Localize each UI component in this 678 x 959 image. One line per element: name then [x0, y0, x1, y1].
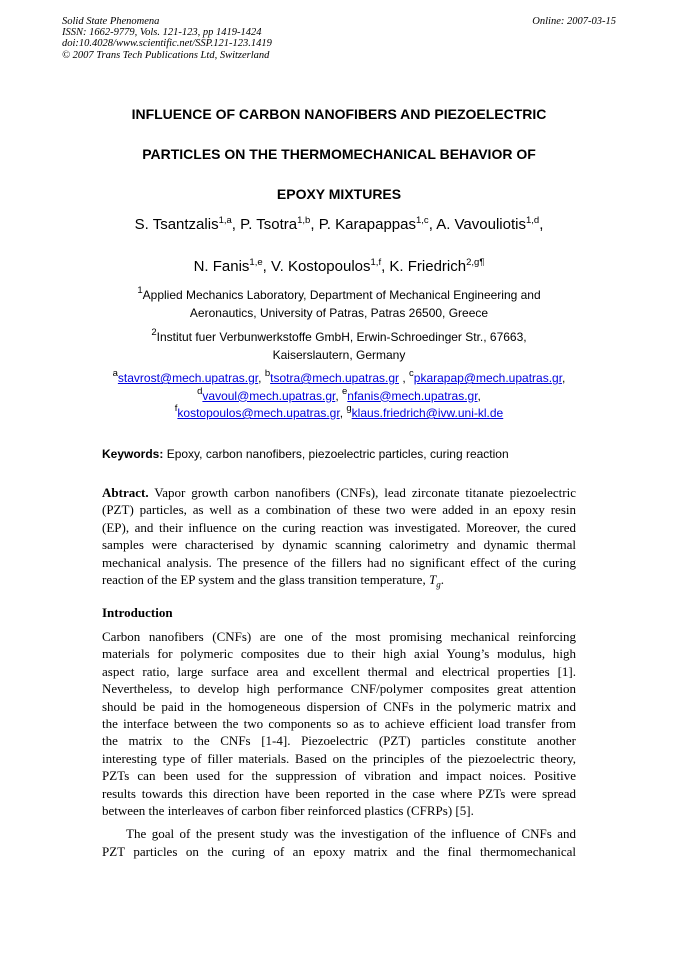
author-separator: ,	[539, 216, 544, 233]
affiliation-line: Kaiserslautern, Germany	[272, 348, 406, 362]
author-separator: ,	[310, 216, 319, 233]
email-line	[90, 405, 588, 423]
email-mark: f	[174, 403, 178, 414]
paragraph-line: PZTs can been used for the suppression of vibration and impact noices. Positive	[102, 768, 576, 784]
journal-doi: doi:10.4028/www.scientific.net/SSP.121-123.1419	[62, 38, 272, 50]
affiliation-line	[90, 328, 588, 346]
abstract-text: Vapor growth carbon nanofibers (CNFs), lead zirconate titanate piezoelectric	[148, 485, 576, 500]
paragraph-line: between the interleaves of carbon fiber reinforced plastics (CFRPs) [5].	[102, 803, 474, 819]
email-line	[90, 370, 588, 388]
author-name: S. Tsantzalis	[134, 216, 219, 233]
paragraph-line: the interface between the two components so as to achieve efficient load transfer from	[102, 716, 576, 732]
keywords	[102, 446, 580, 462]
email-mark: c	[409, 368, 414, 379]
abstract-line	[102, 571, 576, 594]
email-mark: a	[112, 368, 118, 379]
paragraph-line: should be paid in the homogeneous dispersion of CNFs in the polymeric matrix and	[102, 698, 576, 714]
paragraph-line: interesting type of filler materials. Based on the principles of the piezoelectric theory,	[102, 750, 576, 766]
affiliation-1	[90, 286, 588, 322]
journal-issn: ISSN: 1662-9779, Vols. 121-123, pp 1419-1424	[62, 27, 262, 39]
paper-title	[96, 94, 582, 214]
abstract-text: reaction of the EP system and the glass transition temperature,	[102, 572, 429, 588]
email-link[interactable]: vavoul@mech.upatras.gr	[202, 388, 336, 403]
affiliation-2	[90, 328, 588, 364]
paragraph-line: Carbon nanofibers (CNFs) are one of the most promising mechanical reinforcing	[102, 629, 576, 644]
author-list	[90, 204, 588, 288]
email-separator: ,	[477, 388, 481, 403]
author-separator: ,	[428, 216, 437, 233]
email-link[interactable]: klaus.friedrich@ivw.uni-kl.de	[351, 406, 504, 420]
tg-subscript: g	[436, 579, 441, 590]
affiliation-mark: 1	[137, 285, 143, 296]
email-link[interactable]: stavrost@mech.upatras.gr	[117, 371, 259, 385]
paragraph-line: results towards this direction have been reported in the case where PZTs were spread	[102, 785, 576, 801]
paragraph-line: aspect ratio, large surface area and excellent thermal and electrical properties [1].	[102, 663, 576, 679]
author-separator: ,	[381, 258, 390, 275]
paragraph	[102, 825, 576, 860]
email-link[interactable]: pkarapap@mech.upatras.gr	[413, 371, 563, 385]
email-line	[90, 385, 588, 406]
email-link[interactable]: nfanis@mech.upatras.gr	[347, 388, 478, 403]
abstract-line: (PZT) particles, as well as a combination of these two were added in an epoxy resin	[102, 502, 576, 518]
author-name: K. Friedrich	[389, 258, 467, 275]
author-separator: ,	[262, 258, 271, 275]
online-date: Online: 2007-03-15	[532, 16, 616, 27]
introduction-body	[102, 628, 576, 860]
paragraph	[102, 628, 576, 819]
email-mark: d	[197, 385, 203, 397]
keywords-text: Epoxy, carbon nanofibers, piezoelectric particles, curing reaction	[163, 447, 509, 461]
email-separator: ,	[399, 371, 410, 385]
author-name: V. Kostopoulos	[270, 258, 371, 275]
paragraph-line: Nevertheless, to develop high performance CNF/polymer composites great attention	[102, 681, 576, 697]
tg-symbol: T	[428, 572, 437, 588]
abstract-line	[102, 484, 576, 501]
journal-copyright: © 2007 Trans Tech Publications Ltd, Switzerland	[62, 49, 270, 61]
author-affiliation-mark: 1,e	[249, 257, 263, 268]
authors-line	[90, 204, 588, 246]
author-separator: ,	[231, 216, 241, 233]
journal-header	[62, 16, 272, 61]
author-affiliation-mark: 1,d	[525, 215, 540, 226]
email-link[interactable]: tsotra@mech.upatras.gr	[270, 371, 400, 385]
abstract	[102, 484, 576, 594]
affiliation-text: Institut fuer Verbunwerkstoffe GmbH, Erwin-Schroedinger Str., 67663,	[156, 330, 527, 344]
email-separator: ,	[258, 371, 265, 385]
journal-name: Solid State Phenomena	[62, 16, 160, 27]
paragraph-line: The goal of the present study was the investigation of the influence of CNFs and	[126, 826, 576, 842]
abstract-line: (EP), and their influence on the curing reaction was investigated. Moreover, the cured	[102, 519, 576, 535]
paragraph-line: the matrix to the CNFs [1-4]. Piezoelectric (PZT) particles constitute another	[102, 733, 576, 749]
affiliation-text: Applied Mechanics Laboratory, Department of Mechanical Engineering and	[142, 288, 541, 302]
authors-line	[90, 246, 588, 288]
author-name: P. Karapappas	[318, 216, 416, 233]
title-line: PARTICLES ON THE THERMOMECHANICAL BEHAVIOR OF	[142, 146, 536, 162]
email-separator: ,	[335, 388, 342, 403]
abstract-line: samples were characterised by dynamic scanning calorimetry and dynamic thermal	[102, 537, 576, 553]
title-line: INFLUENCE OF CARBON NANOFIBERS AND PIEZOELECTRIC	[131, 106, 547, 122]
author-affiliation-mark: 1,b	[297, 215, 311, 226]
email-separator: ,	[339, 406, 347, 420]
author-affiliation-mark: 1,a	[218, 215, 232, 226]
paragraph-line: PZT particles on the curing of an epoxy matrix and the final thermomechanical	[102, 843, 576, 859]
affiliation-mark: 2	[151, 327, 157, 338]
affiliation-line	[90, 286, 588, 304]
keywords-label: Keywords:	[102, 447, 164, 461]
email-mark: b	[264, 368, 271, 379]
author-affiliation-mark: 1,f	[370, 257, 382, 268]
author-affiliation-mark: 1,c	[416, 215, 429, 226]
affiliation-line: Aeronautics, University of Patras, Patras 26500, Greece	[189, 306, 489, 320]
author-emails	[90, 370, 588, 423]
abstract-end: .	[440, 572, 444, 588]
abstract-label: Abtract.	[102, 485, 149, 500]
author-affiliation-mark: 2,g¶	[466, 257, 485, 268]
title-line: EPOXY MIXTURES	[276, 186, 402, 202]
email-mark: g	[346, 403, 352, 414]
author-name: P. Tsotra	[240, 216, 298, 233]
author-name: N. Fanis	[193, 258, 250, 275]
section-heading-introduction: Introduction	[102, 605, 173, 620]
author-name: A. Vavouliotis	[436, 216, 526, 233]
email-separator: ,	[562, 371, 566, 385]
abstract-line: mechanical analysis. The presence of the fillers had no significant effect of the curing	[102, 554, 576, 570]
email-link[interactable]: kostopoulos@mech.upatras.gr	[177, 406, 340, 420]
paragraph-line: materials for polymeric composites due to their high axial Young’s modulus, high	[102, 646, 576, 662]
email-mark: e	[342, 385, 348, 397]
